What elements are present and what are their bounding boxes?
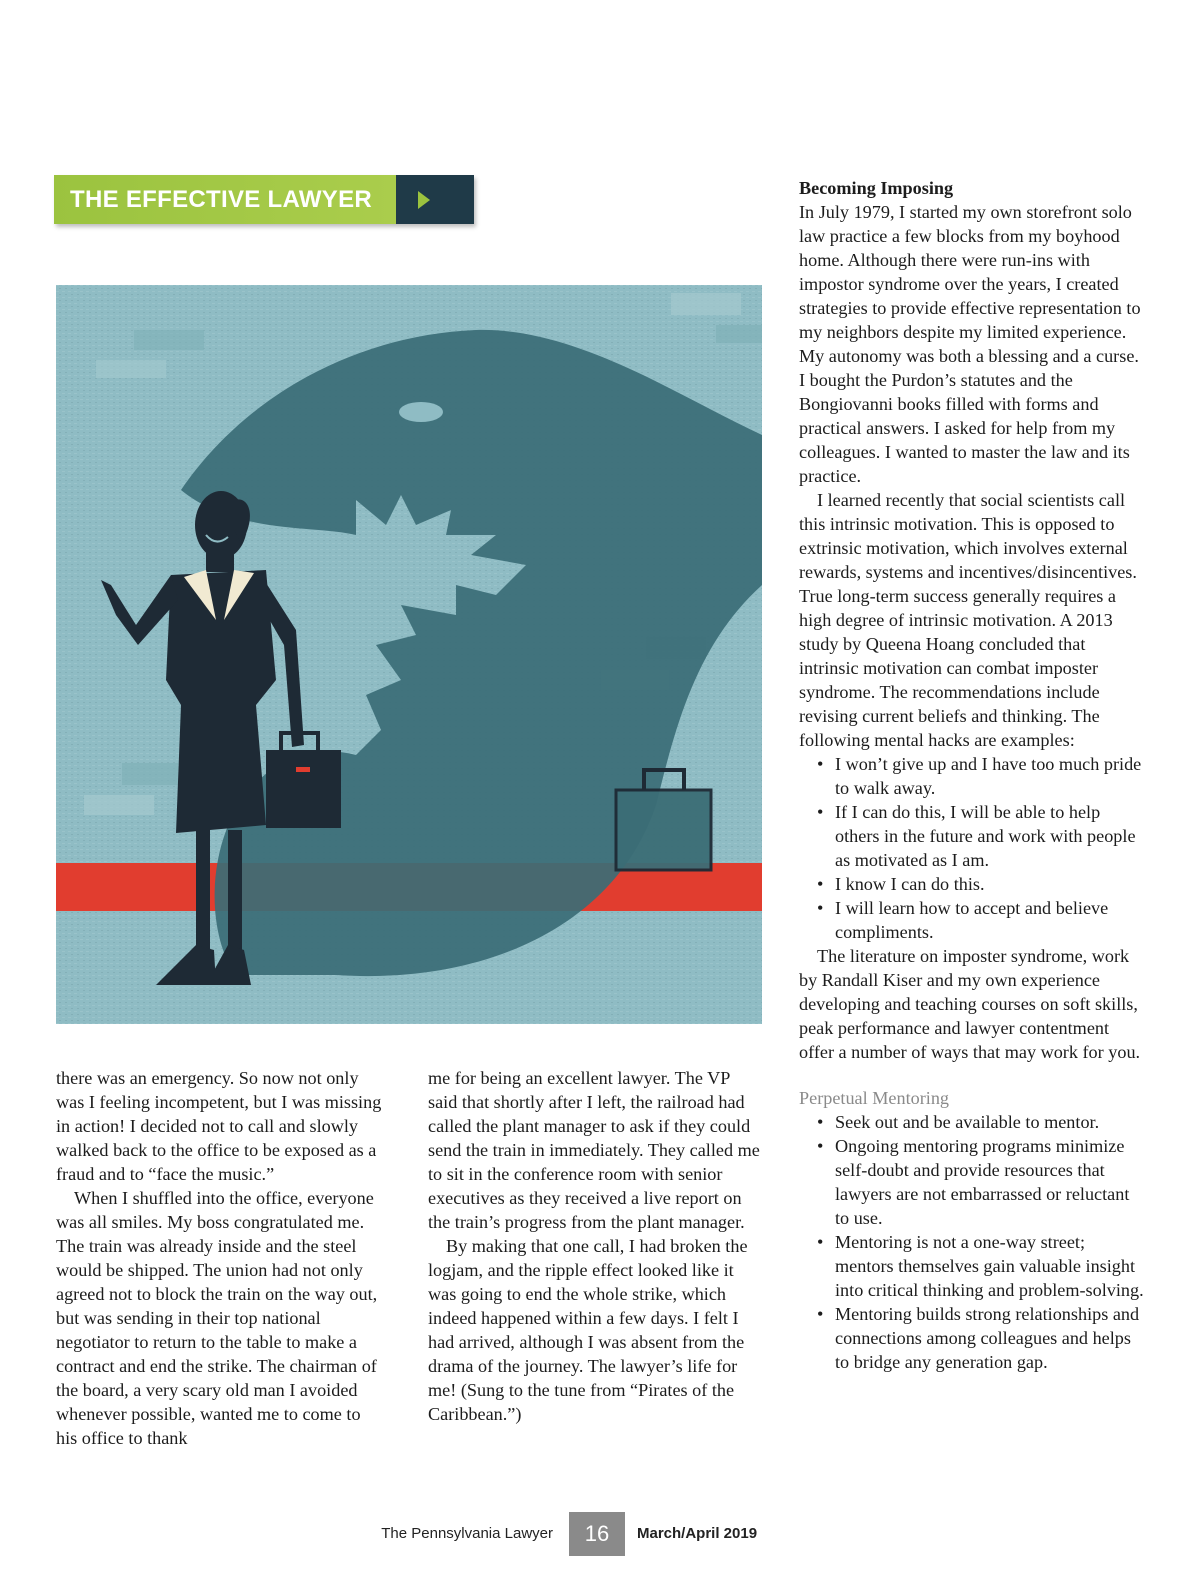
paragraph: When I shuffled into the office, everyone was all smiles. My boss congratulated me. The train was already inside and the steel would be shipped. The union had not only agreed not to block the train on the way out, but was sending in their top national negotiator to return to the table to make a contract and end the strike. The chairman of the board, a very scary old man I avoided whenever possible, wanted me to come to his office to thank (56, 1188, 378, 1448)
play-arrow-icon (416, 189, 432, 211)
section-heading: Becoming Imposing (799, 178, 954, 198)
banner-arrow-block (396, 175, 474, 224)
issue-date: March/April 2019 (637, 1525, 758, 1542)
paragraph: me for being an excellent lawyer. The VP said that shortly after I left, the railroad had called the plant manager to ask if they could send the train in immediately. They called me to sit in the conference room with senior executives as they received a live report on the train’s progress from the plant manager. (428, 1068, 760, 1232)
section-banner-label: THE EFFECTIVE LAWYER (54, 175, 396, 224)
paragraph: By making that one call, I had broken the logjam, and the ripple effect looked like it was going to end the whole strike, which indeed happened within a few days. I felt I had arrived, although I was absent from the drama of the journey. The lawyer’s life for me! (Sung to the tune from “Pirates of the Caribbean.”) (428, 1236, 748, 1424)
list-item: • I will learn how to accept and believe compliments. (817, 896, 1144, 944)
list-item: • If I can do this, I will be able to help others in the future and work with people as motivated as I am. (817, 800, 1144, 872)
page-number: 16 (569, 1512, 625, 1556)
list-item: • Mentoring builds strong relationships and connections among colleagues and helps to bridge any generation gap. (817, 1302, 1144, 1374)
list-item: • Seek out and be available to mentor. (817, 1110, 1144, 1134)
article-column-1 (56, 1066, 386, 1450)
list-item: • Mentoring is not a one-way street; mentors themselves gain valuable insight into critical thinking and problem-solving. (817, 1230, 1144, 1302)
list-item: • I won’t give up and I have too much pride to walk away. (817, 752, 1144, 800)
list-item: • Ongoing mentoring programs minimize self-doubt and provide resources that lawyers are not embarrassed or reluctant to use. (817, 1134, 1144, 1230)
section-subheading: Perpetual Mentoring (799, 1088, 950, 1108)
businesswoman-shark-shadow-illustration (56, 285, 762, 1024)
publication-name: The Pennsylvania Lawyer (381, 1525, 553, 1542)
list-item: • I know I can do this. (817, 872, 1144, 896)
section-banner (54, 175, 474, 224)
illustration-graphic (56, 285, 762, 1024)
page-footer (0, 1512, 1200, 1556)
paragraph: In July 1979, I started my own storefront solo law practice a few blocks from my boyhood home. Although there were run-ins with impostor syndrome over the years, I created strategies to provide effective representation to my neighbors despite my limited experience. My autonomy was both a blessing and a curse. I bought the Purdon’s statutes and the Bongiovanni books filled with forms and practical answers. I asked for help from my colleagues. I wanted to master the law and its practice. (799, 202, 1141, 486)
mentoring-list (799, 1110, 1144, 1374)
article-column-3 (799, 176, 1144, 1374)
paragraph: The literature on imposter syndrome, work by Randall Kiser and my own experience developing and teaching courses on soft skills, peak performance and lawyer contentment offer a number of ways that may work for you. (799, 946, 1141, 1062)
mental-hacks-list (799, 752, 1144, 944)
paragraph: there was an emergency. So now not only was I feeling incompetent, but I was missing in action! I decided not to call and slowly walked back to the office to be exposed as a fraud and to “face the music.” (56, 1068, 382, 1184)
paragraph: I learned recently that social scientists call this intrinsic motivation. This is opposed to extrinsic motivation, which involves external rewards, systems and incentives/disincentives. True long-term success generally requires a high degree of intrinsic motivation. A 2013 study by Queena Hoang concluded that intrinsic motivation can combat imposter syndrome. The recommendations include revising current beliefs and thinking. The following mental hacks are examples: (799, 490, 1137, 750)
article-column-2 (428, 1066, 763, 1426)
